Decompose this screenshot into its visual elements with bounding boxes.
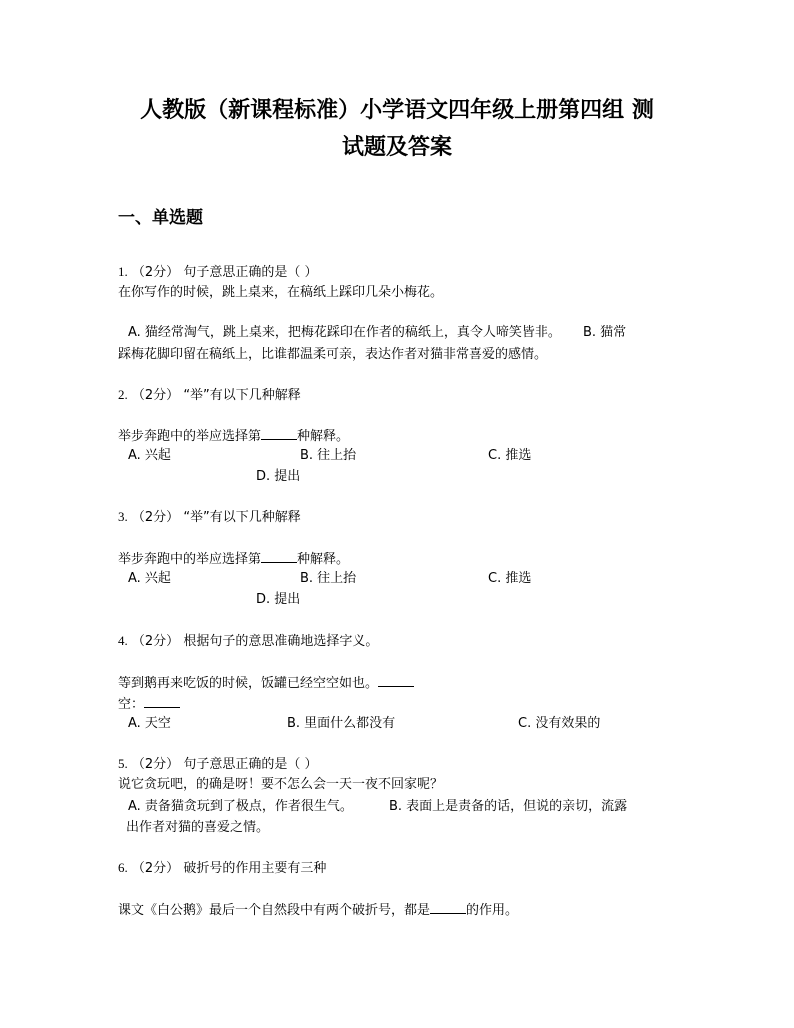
question-number: 1. bbox=[118, 264, 128, 279]
question-2-text bbox=[118, 425, 349, 447]
option-d: D. 提出 bbox=[256, 469, 301, 484]
option-c: C. 推选 bbox=[488, 448, 532, 463]
question-score: （2分） bbox=[131, 265, 180, 280]
title-line-2: 试题及答案 bbox=[341, 134, 452, 160]
option-a: A. 责备猫贪玩到了极点，作者很生气。 bbox=[128, 799, 353, 814]
title-line-1: 人教版（新课程标准）小学语文四年级上册第四组 测 bbox=[140, 97, 654, 123]
answer-blank bbox=[430, 899, 466, 914]
text-after-blank: 的作用。 bbox=[466, 903, 519, 918]
question-stem: “举”有以下几种解释 bbox=[183, 510, 301, 525]
question-score: （2分） bbox=[131, 757, 180, 772]
question-3-header bbox=[118, 507, 301, 528]
option-a: A. 兴起 bbox=[128, 448, 171, 463]
question-number: 6. bbox=[118, 860, 128, 875]
question-5-text: 说它贪玩吧，的确是呀！要不怎么会一天一夜不回家呢？ bbox=[118, 777, 444, 792]
option-d: D. 提出 bbox=[256, 592, 301, 607]
question-1-header bbox=[118, 262, 317, 283]
question-number: 2. bbox=[118, 387, 128, 402]
sentence: 等到鹅再来吃饭的时候，饭罐已经空空如也。 bbox=[118, 676, 379, 691]
text-before-blank: 举步奔跑中的举应选择第 bbox=[118, 552, 262, 567]
question-3-text bbox=[118, 548, 349, 570]
text-before-blank: 举步奔跑中的举应选择第 bbox=[118, 429, 262, 444]
question-score: （2分） bbox=[131, 388, 180, 403]
question-number: 3. bbox=[118, 509, 128, 524]
text-before-blank: 课文《白公鹅》最后一个自然段中有两个破折号，都是 bbox=[118, 903, 431, 918]
question-stem: “举”有以下几种解释 bbox=[183, 388, 301, 403]
question-score: （2分） bbox=[131, 861, 180, 876]
question-stem: 根据句子的意思准确地选择字义。 bbox=[183, 634, 379, 649]
question-5-header bbox=[118, 754, 317, 775]
question-4-header bbox=[118, 631, 378, 652]
char-prompt: 空： bbox=[118, 697, 145, 712]
question-2-header bbox=[118, 385, 301, 406]
question-4-text bbox=[118, 672, 414, 694]
option-b: B. 表面上是责备的话，但说的亲切，流露 bbox=[388, 799, 628, 814]
section-heading: 一、单选题 bbox=[118, 208, 203, 228]
answer-blank bbox=[261, 548, 297, 563]
question-5-options bbox=[128, 796, 678, 818]
question-number: 4. bbox=[118, 633, 128, 648]
answer-blank bbox=[261, 425, 297, 440]
question-6-header bbox=[118, 858, 326, 879]
answer-blank bbox=[378, 672, 414, 687]
option-a: A. 猫经常淘气，跳上桌来，把梅花踩印在作者的稿纸上，真令人啼笑皆非。 bbox=[128, 325, 561, 340]
option-a: A. 兴起 bbox=[128, 571, 171, 586]
question-number: 5. bbox=[118, 756, 128, 771]
question-stem: 句子意思正确的是（ ） bbox=[183, 265, 318, 280]
option-c: C. 推选 bbox=[488, 571, 532, 586]
document-title bbox=[110, 92, 684, 166]
question-4-text-2 bbox=[118, 693, 180, 715]
option-b: B. 往上抬 bbox=[300, 448, 357, 463]
option-a: A. 天空 bbox=[128, 716, 171, 731]
option-c: C. 没有效果的 bbox=[518, 716, 601, 731]
option-b-continued: 出作者对猫的喜爱之情。 bbox=[126, 820, 270, 835]
option-b: B. 猫常 bbox=[582, 325, 627, 340]
question-stem: 句子意思正确的是（ ） bbox=[183, 757, 318, 772]
option-b: B. 往上抬 bbox=[300, 571, 357, 586]
question-1-text: 在你写作的时候，跳上桌来，在稿纸上踩印几朵小梅花。 bbox=[118, 285, 444, 300]
question-6-text bbox=[118, 899, 518, 921]
question-stem: 破折号的作用主要有三种 bbox=[183, 861, 327, 876]
question-1-options bbox=[128, 322, 678, 344]
answer-blank bbox=[144, 693, 180, 708]
question-score: （2分） bbox=[131, 634, 180, 649]
question-score: （2分） bbox=[131, 510, 180, 525]
option-b: B. 里面什么都没有 bbox=[287, 716, 396, 731]
text-after-blank: 种解释。 bbox=[297, 552, 350, 567]
option-b-continued: 踩梅花脚印留在稿纸上，比谁都温柔可亲，表达作者对猫非常喜爱的感情。 bbox=[118, 347, 548, 362]
text-after-blank: 种解释。 bbox=[297, 429, 350, 444]
